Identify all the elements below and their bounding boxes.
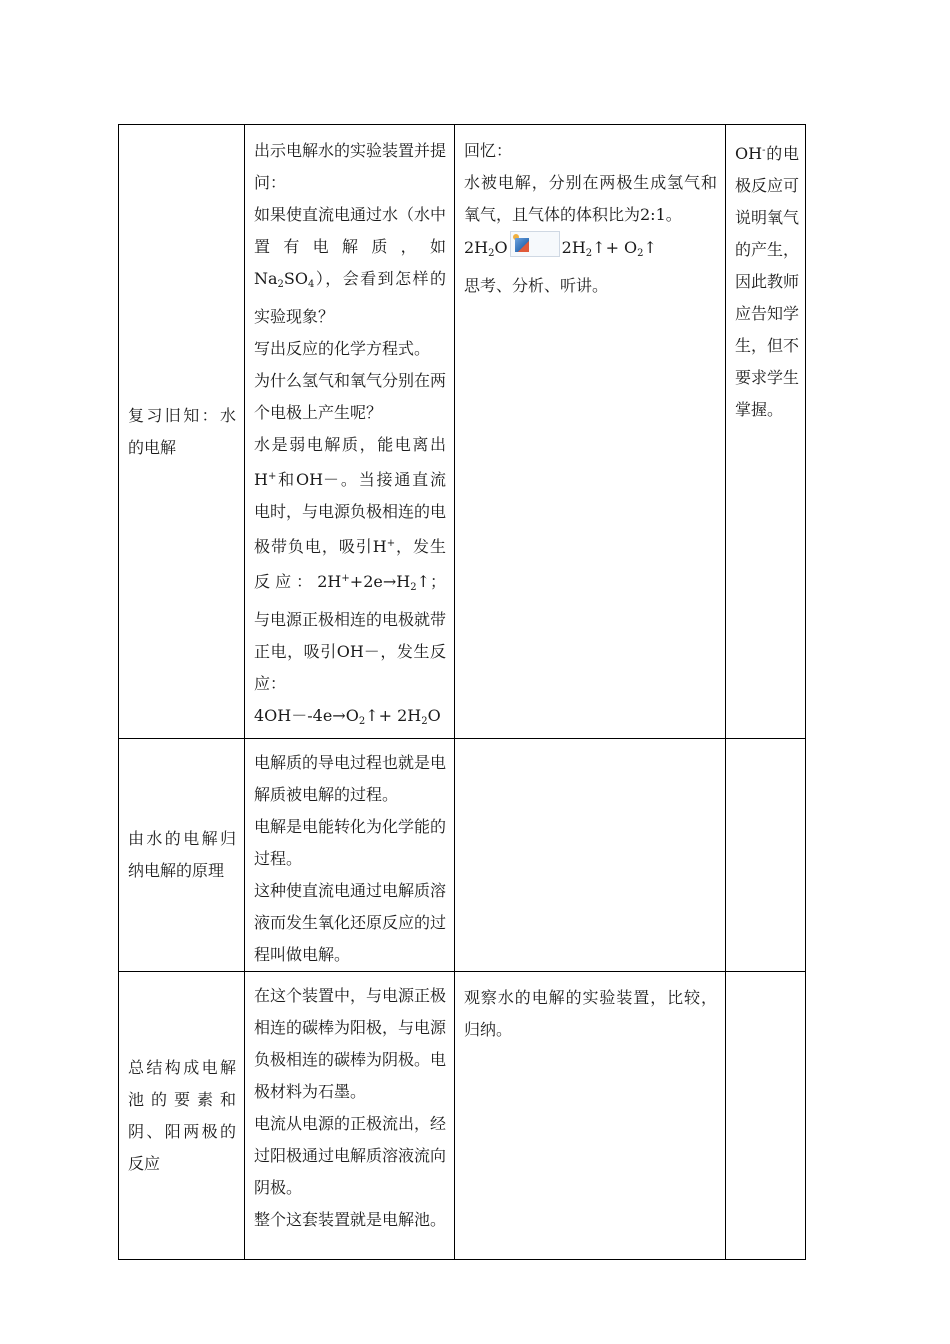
table-row (119, 972, 806, 1260)
student-description: 水被电解，分别在两极生成氢气和氧气，且气体的体积比为2:1。 (464, 173, 717, 224)
broken-image-icon (510, 231, 560, 257)
teacher-paragraph: 电解质的导电过程也就是电解质被电解的过程。 (254, 753, 447, 804)
teacher-paragraph: 电解是电能转化为化学能的过程。 (254, 817, 447, 868)
teacher-paragraph: 写出反应的化学方程式。 (254, 339, 431, 358)
teacher-paragraph-rich: 水是弱电解质，能电离出H+和OH－。当接通直流电时，与电源负极相连的电极带负电，吸引H+，发生反应：$2H^++2e\to H_2↑$；与电源正极相连的电极就带正电，吸引OH－，发生反应： (254, 435, 447, 693)
student-activity: 思考、分析、听讲。 (464, 276, 609, 295)
equation-right: $2H_2↑+$ $O_2↑$ (561, 238, 657, 259)
teacher-paragraph-rich: 如果使直流电通过水（水中置有电解质，如$Na_2SO_4$），会看到怎样的实验现象？ (254, 205, 447, 326)
topic-cell (119, 972, 245, 1260)
equation-text: $4OH--4e\to O_2↑+ 2H_2O$ (254, 706, 441, 727)
note-text: OH-的电极反应可说明氧气的产生，因此教师应告知学生，但不要求学生掌握。 (735, 144, 800, 419)
teacher-paragraph: 整个这套装置就是电解池。 (254, 1210, 447, 1229)
teacher-paragraph: 出示电解水的实验装置并提问： (254, 141, 447, 192)
teacher-paragraph: 这种使直流电通过电解质溶液而发生氧化还原反应的过程叫做电解。 (254, 881, 447, 964)
teacher-cell (245, 972, 455, 1260)
equation-left: $2H_2O$ (464, 238, 508, 259)
teacher-paragraph: 在这个装置中，与电源正极相连的碳棒为阳极，与电源负极相连的碳棒为阴极。电极材料为石墨。 (254, 986, 447, 1101)
topic-cell (119, 739, 245, 972)
topic-label: 复习旧知：水的电解 (128, 405, 236, 457)
topic-cell (119, 125, 245, 739)
student-cell (455, 739, 726, 972)
student-text: 观察水的电解的实验装置，比较，归纳。 (464, 988, 717, 1039)
teacher-paragraph: 为什么氢气和氧气分别在两个电极上产生呢？ (254, 371, 447, 422)
student-cell (455, 972, 726, 1260)
student-cell (455, 125, 726, 739)
topic-label: 由水的电解归纳电解的原理 (128, 829, 236, 880)
teacher-cell (245, 739, 455, 972)
table-row (119, 125, 806, 739)
topic-text (119, 400, 244, 464)
recall-label: 回忆： (464, 141, 513, 160)
teacher-paragraph: 电流从电源的正极流出，经过阳极通过电解质溶液流向阴极。 (254, 1114, 447, 1197)
teacher-cell (245, 125, 455, 739)
note-cell (726, 739, 806, 972)
table-row (119, 739, 806, 972)
lesson-plan-table (118, 124, 806, 1260)
topic-label: 总结构成电解池的要素和阴、阳两极的反应 (128, 1057, 236, 1173)
equation-line (464, 231, 717, 270)
note-cell (726, 972, 806, 1260)
note-cell (726, 125, 806, 739)
